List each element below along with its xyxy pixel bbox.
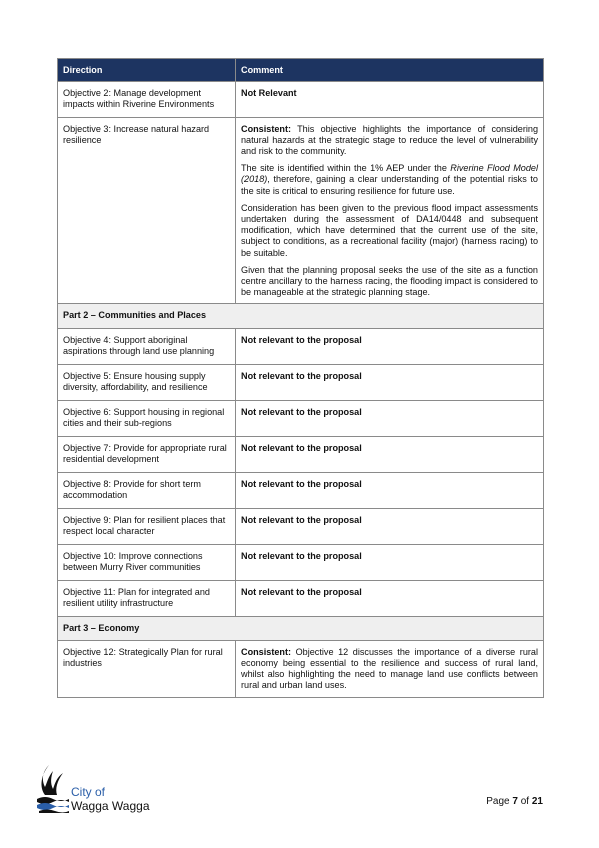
- table-row-objective-2: [58, 82, 544, 117]
- comment-cell: [236, 640, 544, 697]
- table-row-objective-3: [58, 117, 544, 304]
- direction-cell: Objective 4: Support aboriginal aspirations through land use planning: [58, 328, 236, 364]
- comment-cell: Not relevant to the proposal: [236, 436, 544, 472]
- table-row: [58, 472, 544, 508]
- direction-cell: Objective 10: Improve connections between Murry River communities: [58, 544, 236, 580]
- brand-line-wagga-wagga: Wagga Wagga: [71, 799, 150, 813]
- direction-cell: Objective 8: Provide for short term accommodation: [58, 472, 236, 508]
- table-row: [58, 436, 544, 472]
- direction-cell: Objective 2: Manage development impacts within Riverine Environments: [58, 82, 236, 117]
- section-row-part-3: [58, 616, 544, 640]
- comment-text: The site is identified within the 1% AEP under the: [241, 163, 451, 174]
- city-logo-icon: [35, 763, 71, 813]
- section-heading: Part 3 – Economy: [58, 616, 544, 640]
- comment-text: Objective 12 discusses the importance of a diverse rural economy being essential to the resilience and success of rural land, whilst also highlighting the need to manage land use conflicts between rural and urban land uses.: [241, 646, 538, 691]
- comment-paragraph: [241, 163, 538, 197]
- comment-cell: Not Relevant: [236, 82, 544, 117]
- comment-paragraph: [241, 647, 538, 692]
- comment-paragraph: Given that the planning proposal seeks the use of the site as a function centre ancillary to the harness racing, the flooding impact is considered to be manageable at the strategic planning stage.: [241, 264, 538, 298]
- comment-cell: Not relevant to the proposal: [236, 508, 544, 544]
- consistency-label: Consistent:: [241, 123, 292, 134]
- comment-cell: [236, 117, 544, 304]
- table-header-row: [58, 59, 544, 82]
- comment-cell: Not relevant to the proposal: [236, 400, 544, 436]
- planning-directions-table: [57, 58, 544, 698]
- table-row-objective-12: [58, 640, 544, 697]
- comment-cell: Not relevant to the proposal: [236, 472, 544, 508]
- consistency-label: Consistent:: [241, 646, 292, 657]
- model-name: Riverine Flood Model (2018): [241, 163, 538, 185]
- comment-text: This objective highlights the importance of considering natural hazards at the strategic stage to reduce the level of vulnerability and risk to the community.: [241, 123, 538, 157]
- page-label: Page: [486, 796, 513, 807]
- page-current: 7: [512, 796, 518, 807]
- comment-paragraph: Consideration has been given to the previous flood impact assessments undertaken during the assessment of DA14/0448 and subsequent modification, which have determined that the current use of the site, subject to conditions, as a recreational facility (major) (harness racing) to be suitable.: [241, 202, 538, 258]
- comment-cell: Not relevant to the proposal: [236, 580, 544, 616]
- direction-cell: Objective 9: Plan for resilient places that respect local character: [58, 508, 236, 544]
- direction-cell: Objective 7: Provide for appropriate rural residential development: [58, 436, 236, 472]
- section-row-part-2: [58, 304, 544, 328]
- table-row: [58, 364, 544, 400]
- comment-cell: Not relevant to the proposal: [236, 364, 544, 400]
- direction-cell: Objective 6: Support housing in regional cities and their sub-regions: [58, 400, 236, 436]
- table-row: [58, 400, 544, 436]
- section-heading: Part 2 – Communities and Places: [58, 304, 544, 328]
- direction-cell: Objective 12: Strategically Plan for rural industries: [58, 640, 236, 697]
- direction-cell: Objective 11: Plan for integrated and resilient utility infrastructure: [58, 580, 236, 616]
- page-number: [486, 796, 543, 807]
- direction-cell: Objective 3: Increase natural hazard resilience: [58, 117, 236, 304]
- direction-cell: Objective 5: Ensure housing supply diversity, affordability, and resilience: [58, 364, 236, 400]
- part-2-rows: [58, 328, 544, 616]
- column-header-direction: Direction: [58, 59, 236, 82]
- table-row: [58, 508, 544, 544]
- table-row: [58, 328, 544, 364]
- brand-line-city-of: City of: [71, 785, 106, 799]
- page-total: 21: [531, 796, 543, 807]
- comment-paragraph: [241, 124, 538, 158]
- comment-text: , therefore, gaining a clear understanding of the potential risks to the site is critical to ensuring resilience for future use.: [241, 174, 538, 196]
- comment-cell: Not relevant to the proposal: [236, 328, 544, 364]
- city-brand-text: [71, 785, 150, 813]
- page-of-label: of: [517, 796, 532, 807]
- table-row: [58, 544, 544, 580]
- comment-cell: Not relevant to the proposal: [236, 544, 544, 580]
- column-header-comment: Comment: [236, 59, 544, 82]
- table-row: [58, 580, 544, 616]
